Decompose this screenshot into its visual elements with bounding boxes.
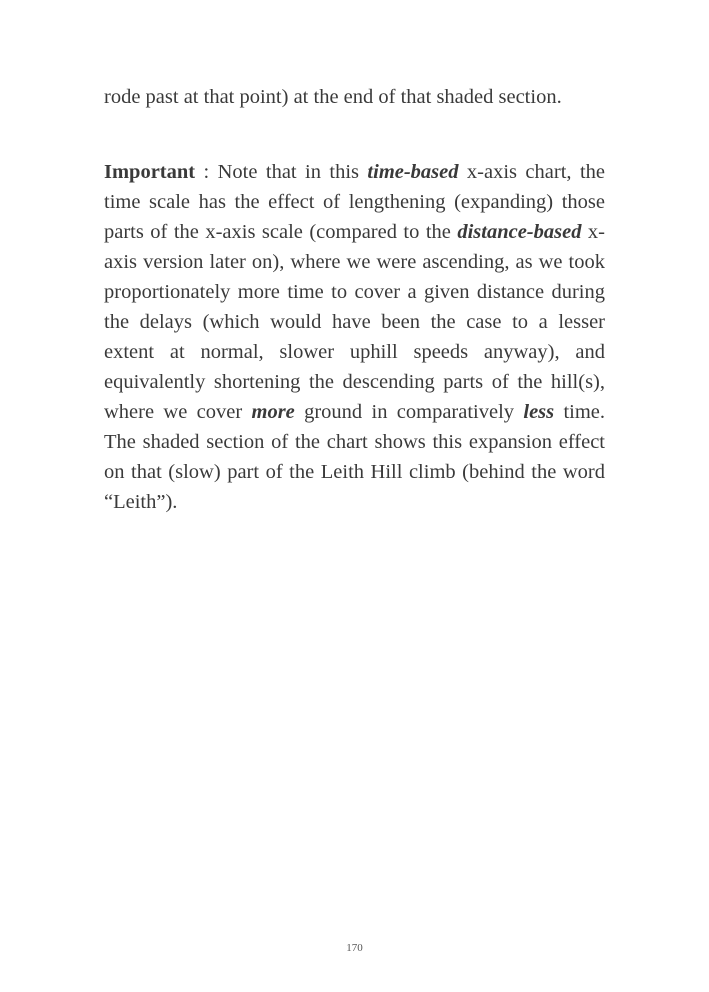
emphasis-less: less: [523, 401, 555, 423]
emphasis-distance-based: distance-based: [457, 221, 582, 243]
important-label: Important: [104, 161, 196, 183]
paragraph-continuation: rode past at that point) at the end of that shaded section.: [104, 86, 562, 108]
text-run: x-axis chart, the time scale has the effect of lengthening (expanding) those parts of the x-axis scale (compared to the: [104, 161, 605, 243]
paragraph-important-note: [104, 157, 605, 517]
text-run: : Note that in this: [195, 161, 368, 183]
text-run: time. The shaded section of the chart shows this expansion effect on that (slow) part of the Leith Hill climb (behind the word “Leith”).: [104, 401, 606, 513]
emphasis-time-based: time-based: [367, 161, 459, 183]
text-run: ground in comparatively: [294, 401, 524, 423]
page-number: 170: [346, 942, 363, 954]
emphasis-more: more: [251, 401, 295, 423]
text-run: x-axis version later on), where we were ascending, as we took proportionately more time to cover a given distance during the delays (which would have been the case to a lesser extent at normal, slower uphill speeds anyway), and equivalently shortening the descending parts of the hill(s), where we cover: [104, 221, 605, 423]
